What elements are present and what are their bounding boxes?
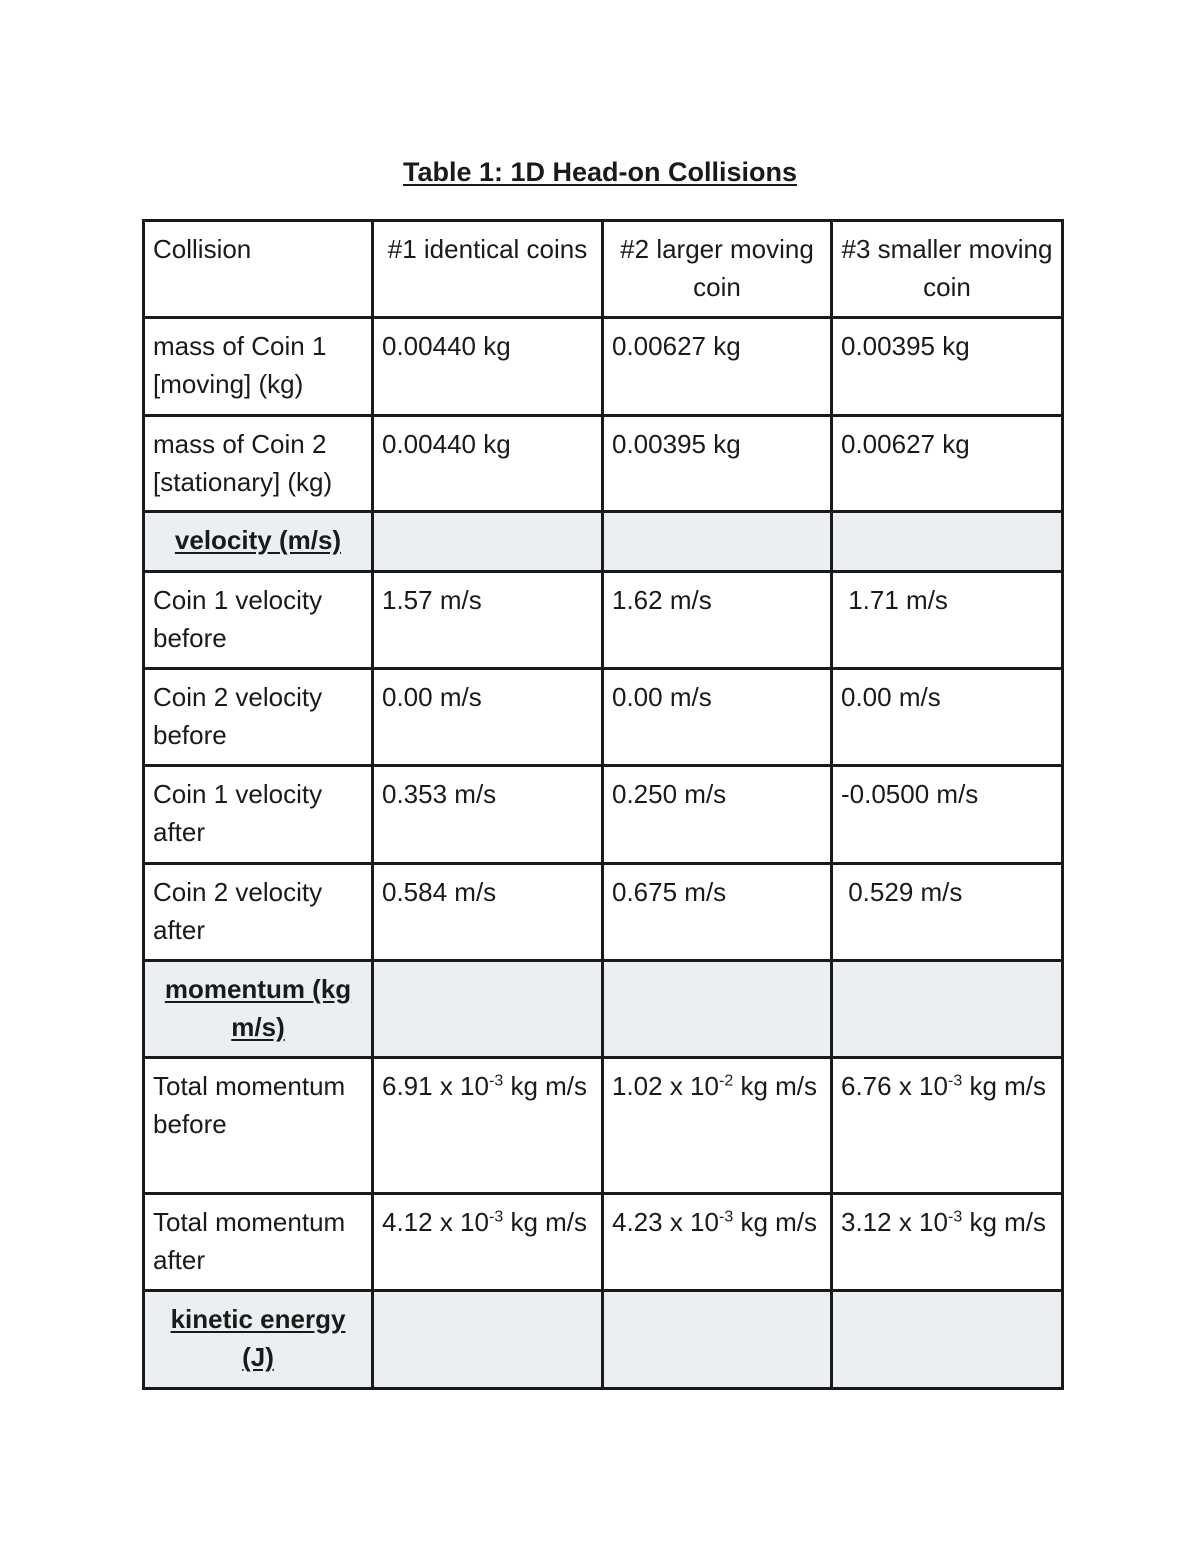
cell-value: 1.57 m/s	[373, 572, 603, 669]
cell-value: 0.00 m/s	[832, 669, 1063, 766]
table-row-total-momentum-after	[144, 1194, 1063, 1291]
mantissa: 3.12 x 10	[841, 1207, 948, 1237]
cell-value: 0.250 m/s	[603, 766, 832, 864]
cell-value	[603, 1058, 832, 1194]
exponent: -3	[488, 1208, 504, 1226]
empty-cell	[832, 1291, 1063, 1389]
table-row-mass-coin2	[144, 416, 1063, 512]
unit: kg m/s	[733, 1207, 818, 1237]
cell-value: 0.675 m/s	[603, 864, 832, 961]
empty-cell	[373, 1291, 603, 1389]
cell-value	[832, 1058, 1063, 1194]
section-row-kinetic-energy	[144, 1291, 1063, 1389]
table-row-coin1-velocity-after	[144, 766, 1063, 864]
table-row-total-momentum-before	[144, 1058, 1063, 1194]
mantissa: 1.02 x 10	[612, 1071, 719, 1101]
cell-value: 0.00627 kg	[832, 416, 1063, 512]
header-larger-moving-coin: #2 larger moving coin	[603, 221, 832, 318]
cell-value: 0.00 m/s	[603, 669, 832, 766]
table-row-coin1-velocity-before	[144, 572, 1063, 669]
exponent: -3	[488, 1072, 504, 1090]
row-label: Coin 1 velocity after	[144, 766, 373, 864]
cell-value	[603, 1194, 832, 1291]
cell-value: 1.71 m/s	[832, 572, 1063, 669]
collisions-table	[142, 219, 1064, 1390]
row-label: Total momentum after	[144, 1194, 373, 1291]
table-row-mass-coin1	[144, 318, 1063, 416]
cell-value	[373, 1058, 603, 1194]
section-row-momentum	[144, 961, 1063, 1058]
mantissa: 6.76 x 10	[841, 1071, 948, 1101]
cell-value	[832, 1194, 1063, 1291]
row-label: Coin 1 velocity before	[144, 572, 373, 669]
section-label-momentum: momentum (kg m/s)	[144, 961, 373, 1058]
cell-value: 0.00395 kg	[832, 318, 1063, 416]
empty-cell	[832, 961, 1063, 1058]
cell-value: 0.353 m/s	[373, 766, 603, 864]
empty-cell	[373, 961, 603, 1058]
cell-value: 0.00 m/s	[373, 669, 603, 766]
header-smaller-moving-coin: #3 smaller moving coin	[832, 221, 1063, 318]
empty-cell	[373, 512, 603, 572]
exponent: -3	[718, 1208, 734, 1226]
cell-value	[373, 1194, 603, 1291]
cell-value: 0.00440 kg	[373, 318, 603, 416]
mantissa: 4.12 x 10	[382, 1207, 489, 1237]
row-label: mass of Coin 2 [stationary] (kg)	[144, 416, 373, 512]
cell-value: 0.00395 kg	[603, 416, 832, 512]
exponent: -3	[947, 1072, 963, 1090]
empty-cell	[603, 512, 832, 572]
unit: kg m/s	[503, 1071, 588, 1101]
exponent: -2	[718, 1072, 734, 1090]
section-label-kinetic-energy: kinetic energy (J)	[144, 1291, 373, 1389]
table-header-row	[144, 221, 1063, 318]
mantissa: 6.91 x 10	[382, 1071, 489, 1101]
row-label: Coin 2 velocity after	[144, 864, 373, 961]
header-collision: Collision	[144, 221, 373, 318]
cell-value: 0.584 m/s	[373, 864, 603, 961]
table-title: Table 1: 1D Head-on Collisions	[402, 157, 798, 187]
mantissa: 4.23 x 10	[612, 1207, 719, 1237]
empty-cell	[832, 512, 1063, 572]
unit: kg m/s	[733, 1071, 818, 1101]
unit: kg m/s	[503, 1207, 588, 1237]
unit: kg m/s	[962, 1207, 1047, 1237]
table-row-coin2-velocity-after	[144, 864, 1063, 961]
row-label: Coin 2 velocity before	[144, 669, 373, 766]
cell-value: 0.00440 kg	[373, 416, 603, 512]
unit: kg m/s	[962, 1071, 1047, 1101]
table-row-coin2-velocity-before	[144, 669, 1063, 766]
empty-cell	[603, 961, 832, 1058]
cell-value: 0.529 m/s	[832, 864, 1063, 961]
empty-cell	[603, 1291, 832, 1389]
cell-value: 0.00627 kg	[603, 318, 832, 416]
header-identical-coins: #1 identical coins	[373, 221, 603, 318]
section-row-velocity	[144, 512, 1063, 572]
exponent: -3	[947, 1208, 963, 1226]
section-label-velocity: velocity (m/s)	[144, 512, 373, 572]
row-label: Total momentum before	[144, 1058, 373, 1194]
cell-value: 1.62 m/s	[603, 572, 832, 669]
row-label: mass of Coin 1 [moving] (kg)	[144, 318, 373, 416]
cell-value: -0.0500 m/s	[832, 766, 1063, 864]
